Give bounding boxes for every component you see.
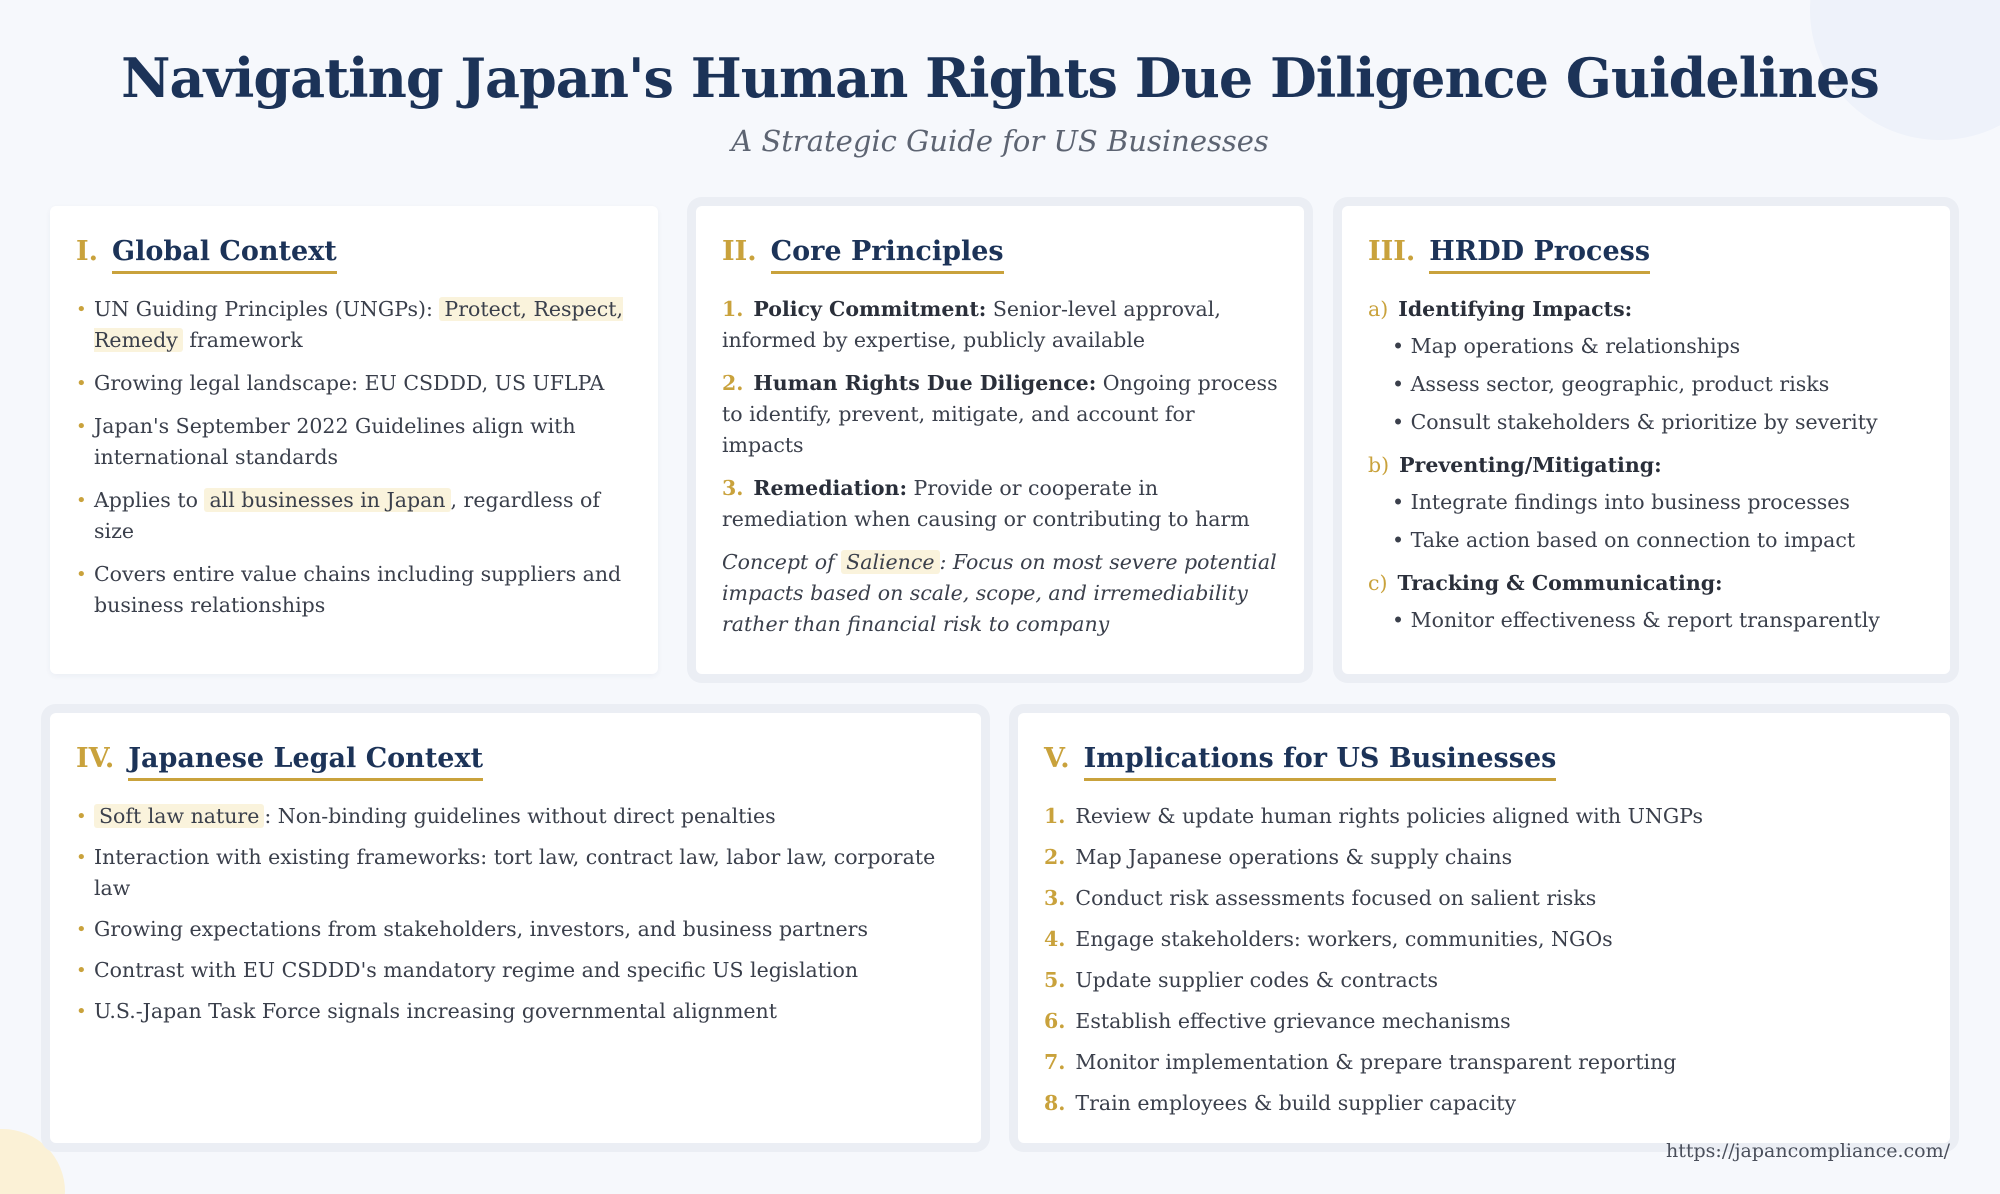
list-item	[76, 559, 632, 621]
list-item	[76, 842, 955, 904]
section-numeral: V.	[1044, 743, 1070, 774]
list-item	[722, 473, 1278, 535]
card-implications	[1018, 713, 1950, 1143]
list-item-text: UN Guiding Principles (UNGPs):	[94, 297, 440, 321]
step-identifying	[1368, 294, 1924, 325]
highlight-text: Soft law nature	[94, 804, 264, 828]
bullet-dot-icon: •	[76, 1001, 87, 1022]
item-number: 7.	[1044, 1050, 1066, 1074]
card-header	[76, 236, 632, 274]
list-item	[1044, 924, 1924, 955]
item-text: Monitor implementation & prepare transparent reporting	[1075, 1050, 1677, 1074]
note-text: : Focus on most severe potential impacts based on scale, scope, and irremediability rather than financial risk to company	[722, 550, 1277, 636]
card-header	[76, 743, 955, 781]
note-text: Concept of	[722, 550, 842, 574]
bullet-dot-icon: •	[76, 806, 87, 827]
list-item-text: Covers entire value chains including suppliers and business relationships	[94, 562, 622, 617]
list-item-text: Interaction with existing frameworks: tort law, contract law, labor law, corporate law	[94, 845, 936, 900]
highlight-text: Salience	[841, 550, 939, 574]
sub-item: • Assess sector, geographic, product risks	[1392, 372, 1830, 396]
item-text: Train employees & build supplier capacity	[1075, 1091, 1517, 1115]
bullet-dot-icon: •	[76, 299, 87, 320]
bullet-dot-icon: •	[76, 564, 87, 585]
step-letter: b)	[1368, 453, 1390, 477]
card-hrdd-process	[1342, 206, 1950, 674]
step-letter: c)	[1368, 571, 1388, 595]
list-item-text: U.S.-Japan Task Force signals increasing governmental alignment	[94, 999, 777, 1023]
list-item	[1044, 801, 1924, 832]
bullet-dot-icon: •	[76, 373, 87, 394]
section-title: Global Context	[112, 236, 337, 274]
list-item	[1044, 883, 1924, 914]
sub-item: • Map operations & relationships	[1392, 334, 1741, 358]
highlight-text: Protect, Respect, Remedy	[94, 297, 624, 352]
card-global-context	[50, 206, 658, 674]
list-item-text: Applies to	[94, 488, 205, 512]
list-item	[76, 914, 955, 945]
item-text: Conduct risk assessments focused on salient risks	[1075, 886, 1597, 910]
list-item-text: Contrast with EU CSDDD's mandatory regime and specific US legislation	[94, 958, 859, 982]
list-item	[722, 294, 1278, 356]
list-item	[76, 294, 632, 356]
section-numeral: I.	[76, 236, 99, 267]
list-item	[1044, 842, 1924, 873]
footer-url-link[interactable]: https://japancompliance.com/	[1666, 1140, 1950, 1162]
section-title: Implications for US Businesses	[1084, 743, 1557, 781]
card-header	[1044, 743, 1924, 781]
section-title: HRDD Process	[1429, 236, 1650, 274]
sub-item: • Take action based on connection to impact	[1392, 528, 1856, 552]
list-item-text: framework	[182, 328, 303, 352]
item-text: Ongoing process to identify, prevent, mitigate, and account for impacts	[722, 371, 1278, 457]
bullet-dot-icon: •	[76, 847, 87, 868]
sub-item: • Monitor effectiveness & report transparently	[1392, 608, 1880, 632]
card-header	[1368, 236, 1924, 274]
card-legal-context	[50, 713, 981, 1143]
list-item-text: Japan's September 2022 Guidelines align with international standards	[94, 414, 576, 469]
item-number: 8.	[1044, 1091, 1066, 1115]
process-steps	[1368, 294, 1924, 636]
list-item	[1044, 965, 1924, 996]
list-item	[76, 996, 955, 1027]
item-text: Review & update human rights policies aligned with UNGPs	[1075, 804, 1703, 828]
step-label: Tracking & Communicating:	[1397, 571, 1723, 595]
section-numeral: IV.	[76, 743, 115, 774]
card-core-principles	[696, 206, 1304, 674]
card-header	[722, 236, 1278, 274]
sub-item-text: Consult stakeholders & prioritize by severity	[1410, 410, 1878, 434]
list-item-text: Growing expectations from stakeholders, investors, and business partners	[94, 917, 868, 941]
section-title: Japanese Legal Context	[128, 743, 483, 781]
step-label: Preventing/Mitigating:	[1399, 453, 1662, 477]
step-preventing	[1368, 450, 1924, 481]
item-label: Human Rights Due Diligence:	[753, 371, 1097, 395]
page-title: Navigating Japan's Human Rights Due Diligence Guidelines	[121, 46, 1879, 110]
list-item-text: , regardless of size	[94, 488, 600, 543]
step-tracking	[1368, 568, 1924, 599]
sub-item-text: Take action based on connection to impact	[1410, 528, 1856, 552]
item-text: Engage stakeholders: workers, communities, NGOs	[1075, 927, 1613, 951]
step-label: Identifying Impacts:	[1398, 297, 1633, 321]
list-item	[1044, 1006, 1924, 1037]
sub-item-text: Integrate findings into business processes	[1410, 490, 1850, 514]
sub-item-text: Monitor effectiveness & report transparently	[1410, 608, 1880, 632]
step-letter: a)	[1368, 297, 1389, 321]
highlight-text: all businesses in Japan	[204, 488, 450, 512]
sub-item-text: Map operations & relationships	[1410, 334, 1741, 358]
bullet-dot-icon: •	[76, 919, 87, 940]
item-text: Update supplier codes & contracts	[1075, 968, 1438, 992]
item-number: 5.	[1044, 968, 1066, 992]
item-number: 2.	[1044, 845, 1066, 869]
list-item	[76, 801, 955, 832]
item-text: Senior-level approval, informed by expertise, publicly available	[722, 297, 1221, 352]
numbered-list	[722, 294, 1278, 535]
numbered-list	[1044, 801, 1924, 1119]
bullet-list	[76, 801, 955, 1027]
item-number: 3.	[722, 476, 744, 500]
section-numeral: III.	[1368, 236, 1416, 267]
item-label: Remediation:	[753, 476, 908, 500]
bullet-dot-icon: •	[76, 490, 87, 511]
section-numeral: II.	[722, 236, 757, 267]
item-text: Establish effective grievance mechanisms	[1075, 1009, 1511, 1033]
list-item	[76, 411, 632, 473]
list-item-text: Growing legal landscape: EU CSDDD, US UFLPA	[94, 371, 605, 395]
item-text: Map Japanese operations & supply chains	[1075, 845, 1513, 869]
sub-item: • Consult stakeholders & prioritize by severity	[1392, 410, 1878, 434]
section-title: Core Principles	[771, 236, 1004, 274]
item-number: 1.	[1044, 804, 1066, 828]
list-item	[722, 368, 1278, 461]
item-number: 1.	[722, 297, 744, 321]
item-number: 3.	[1044, 886, 1066, 910]
list-item	[1044, 1088, 1924, 1119]
sub-item-text: Assess sector, geographic, product risks	[1410, 372, 1830, 396]
list-item	[76, 485, 632, 547]
bullet-list	[76, 294, 632, 621]
sub-item: • Integrate findings into business processes	[1392, 490, 1850, 514]
item-text: Provide or cooperate in remediation when causing or contributing to harm	[722, 476, 1250, 531]
item-label: Policy Commitment:	[753, 297, 987, 321]
list-item	[1044, 1047, 1924, 1078]
list-item-text: : Non-binding guidelines without direct penalties	[264, 804, 776, 828]
list-item	[76, 368, 632, 399]
item-number: 4.	[1044, 927, 1066, 951]
salience-note	[722, 547, 1278, 640]
item-number: 6.	[1044, 1009, 1066, 1033]
page-subtitle: A Strategic Guide for US Businesses	[731, 124, 1269, 158]
bullet-dot-icon: •	[76, 960, 87, 981]
item-number: 2.	[722, 371, 744, 395]
list-item	[76, 955, 955, 986]
bullet-dot-icon: •	[76, 416, 87, 437]
